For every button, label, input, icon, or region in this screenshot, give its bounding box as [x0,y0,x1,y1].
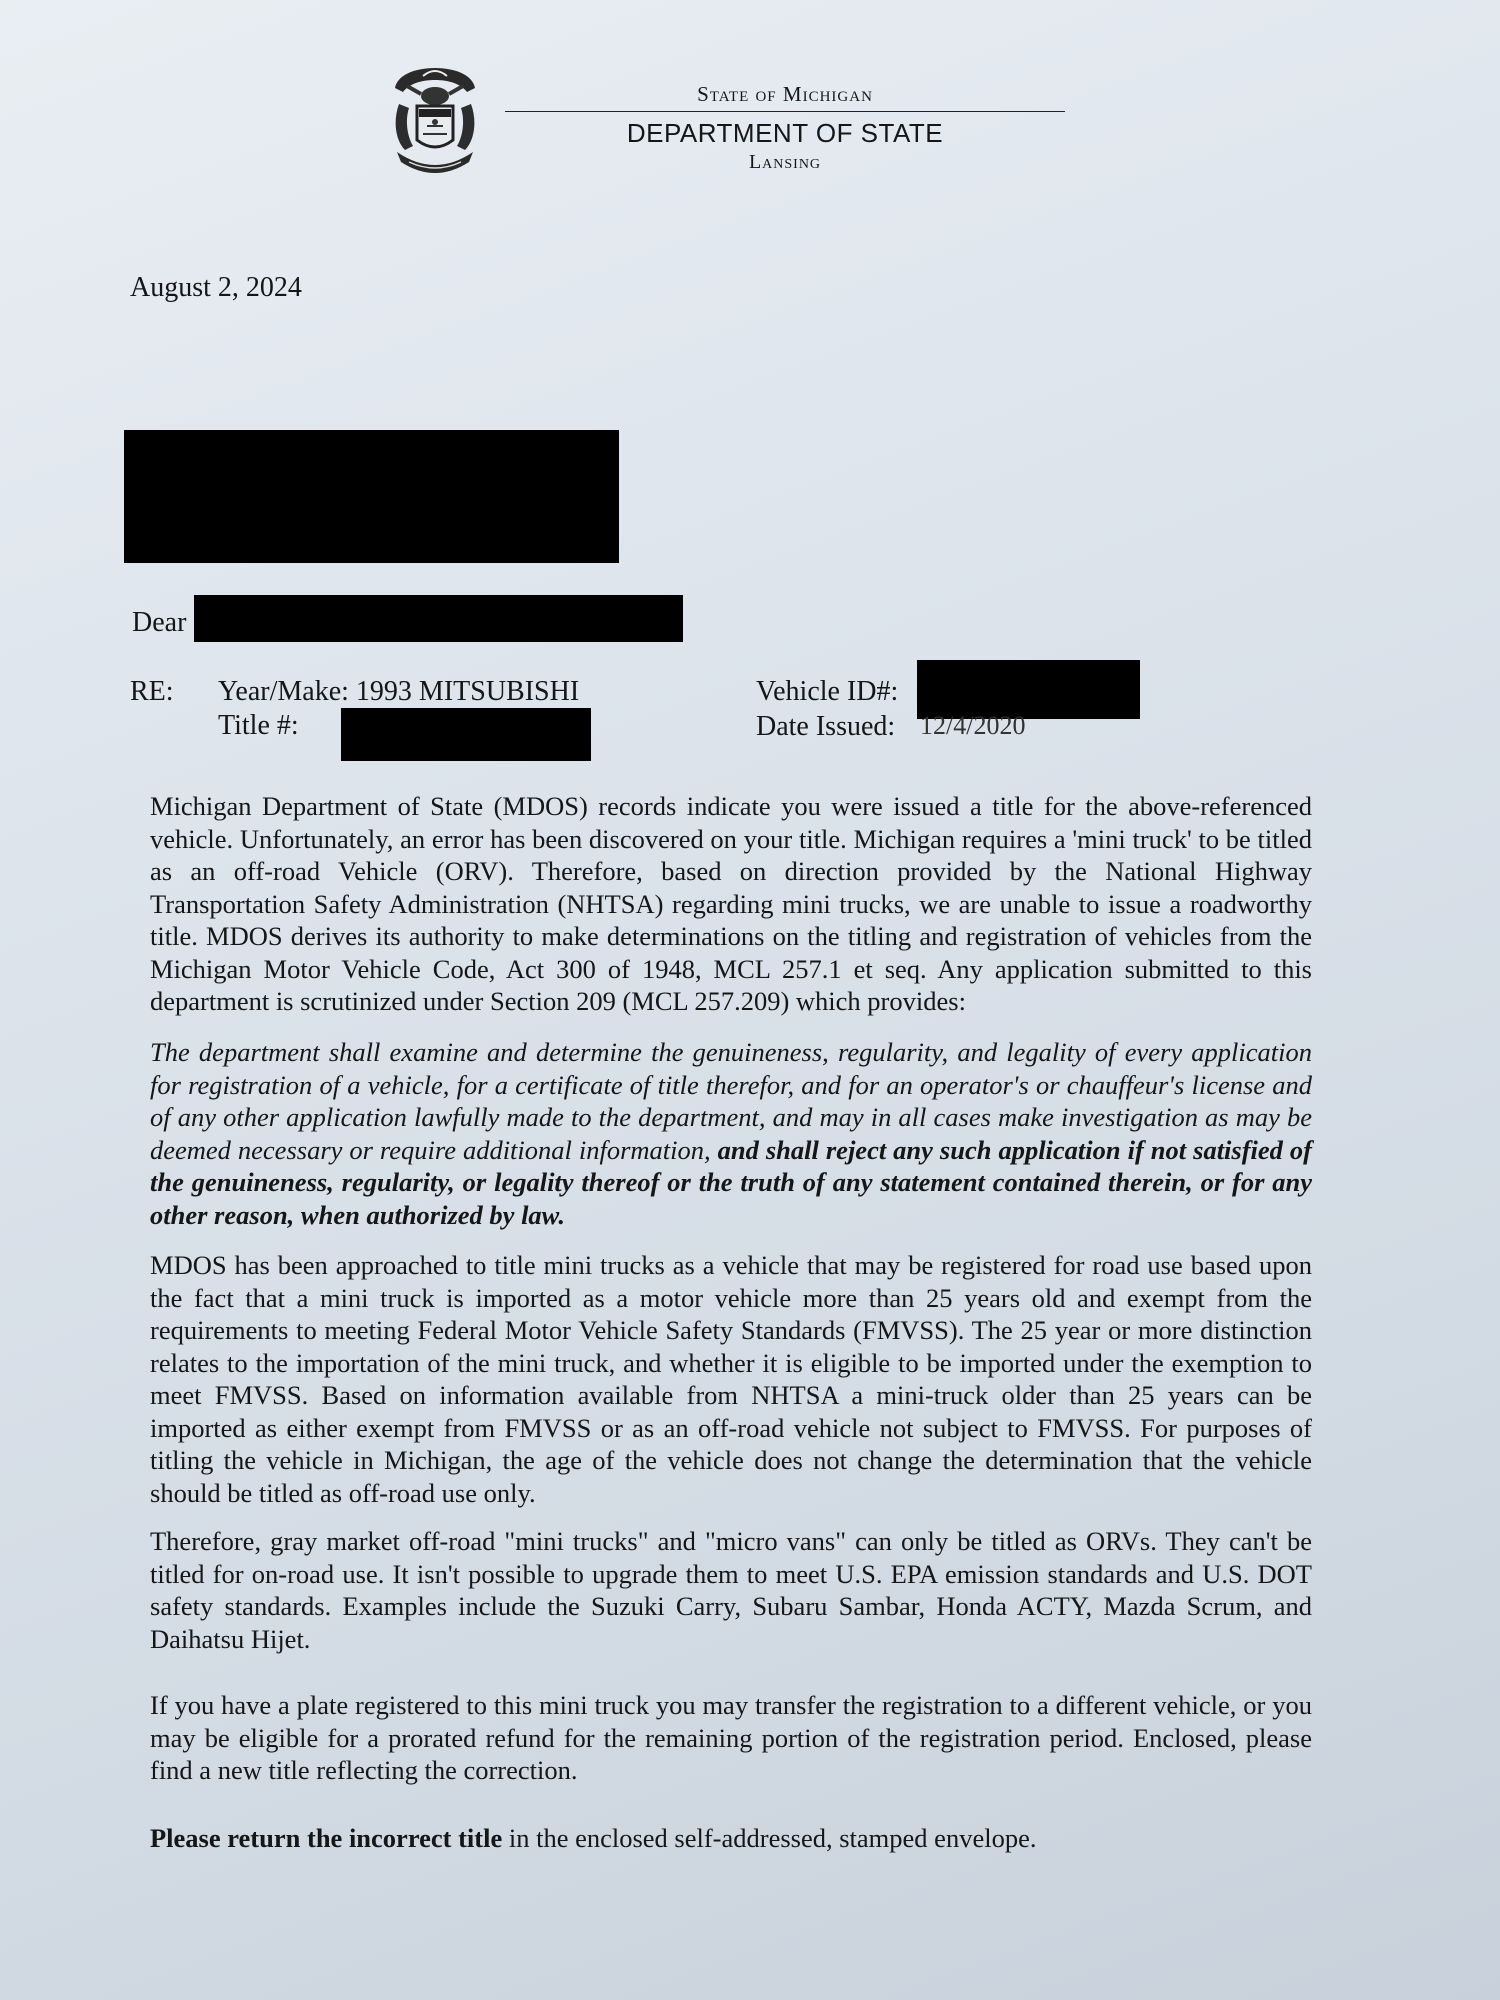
statute-quote-italic: The department shall examine and determine the genuineness, regularity, and legality of every application for registration of a vehicle, for a certificate of title therefor, and for an operator's or chauffeur's license and of any other application lawfully made to the department, and may in all cases make investigation as may be deemed necessary or require additional information, [150,1037,1312,1165]
paragraph-3 [150,1525,1312,1655]
letterhead-department: DEPARTMENT OF STATE [626,118,944,148]
paragraph-1 [150,790,1312,1018]
vehicle-id-label: Vehicle ID#: [756,676,899,707]
year-make-label: Year/Make: [218,676,349,707]
return-title-rest: in the enclosed self-addressed, stamped envelope. [502,1823,1037,1853]
letterhead-state: State of Michigan [505,82,1065,112]
year-make-line [218,676,579,708]
re-label: RE: [130,676,174,707]
statute-quote [150,1036,1312,1231]
paragraph-2-text: MDOS has been approached to title mini trucks as a vehicle that may be registered for road use based upon the fact that a mini truck is imported as a motor vehicle more than 25 years old and exempt from the requirements to meeting Federal Motor Vehicle Safety Standards (FMVSS). The 25 year or more distinction relates to the importation of the mini truck, and whether it is eligible to be imported under the exemption to meet FMVSS. Based on information available from NHTSA a mini-truck older than 25 years can be imported as either exempt from FMVSS or as an off-road vehicle not subject to FMVSS. For purposes of titling the vehicle in Michigan, the age of the vehicle does not change the determination that the vehicle should be titled as off-road use only. [150,1250,1312,1508]
paragraph-3-text: Therefore, gray market off-road "mini trucks" and "micro vans" can only be titled as ORVs. They can't be titled for on-road use. It isn't possible to upgrade them to meet U.S. EPA emission standards and U.S. DOT safety standards. Examples include the Suzuki Carry, Subaru Sambar, Honda ACTY, Mazda Scrum, and Daihatsu Hijet. [150,1526,1312,1654]
letterhead [505,82,1065,174]
michigan-seal-icon [383,62,487,182]
return-title-emphasis: Please return the incorrect title [150,1823,503,1853]
paragraph-1-text: Michigan Department of State (MDOS) records indicate you were issued a title for the above-referenced vehicle. Unfortunately, an error has been discovered on your title. Michigan requires a 'mini truck' to be titled as an off-road Vehicle (ORV). Therefore, based on direction provided by the National Highway Transportation Safety Administration (NHTSA) regarding mini trucks, we are unable to issue a roadworthy title. MDOS derives its authority to make determinations on the titling and registration of vehicles from the Michigan Motor Vehicle Code, Act 300 of 1948, MCL 257.1 et seq. Any application submitted to this department is scrutinized under Section 209 (MCL 257.209) which provides: [150,791,1312,1016]
redacted-address-block [124,430,619,563]
statute-quote-bold: and shall reject any such application if not satisfied of the genuineness, regularity, or legality thereof or the truth of any statement contained therein, or for any other reason, when authorized by law. [150,1134,1312,1230]
salutation: Dear [132,607,187,638]
date-issued-value: 12/4/2020 [920,711,1026,740]
letterhead-city: Lansing [748,151,822,173]
title-number-label: Title #: [218,710,299,741]
redacted-recipient-name [194,595,683,642]
paragraph-4-text: If you have a plate registered to this mini truck you may transfer the registration to a different vehicle, or you may be eligible for a prorated refund for the remaining portion of the registration period. Enclosed, please find a new title reflecting the correction. [150,1690,1312,1785]
date-issued-label: Date Issued: [756,711,896,742]
year-make-value: 1993 MITSUBISHI [355,676,580,707]
paragraph-4 [150,1689,1312,1787]
redacted-title-number [341,708,591,761]
paragraph-2 [150,1249,1312,1509]
letter-date: August 2, 2024 [130,272,302,303]
paragraph-5 [150,1822,1312,1855]
